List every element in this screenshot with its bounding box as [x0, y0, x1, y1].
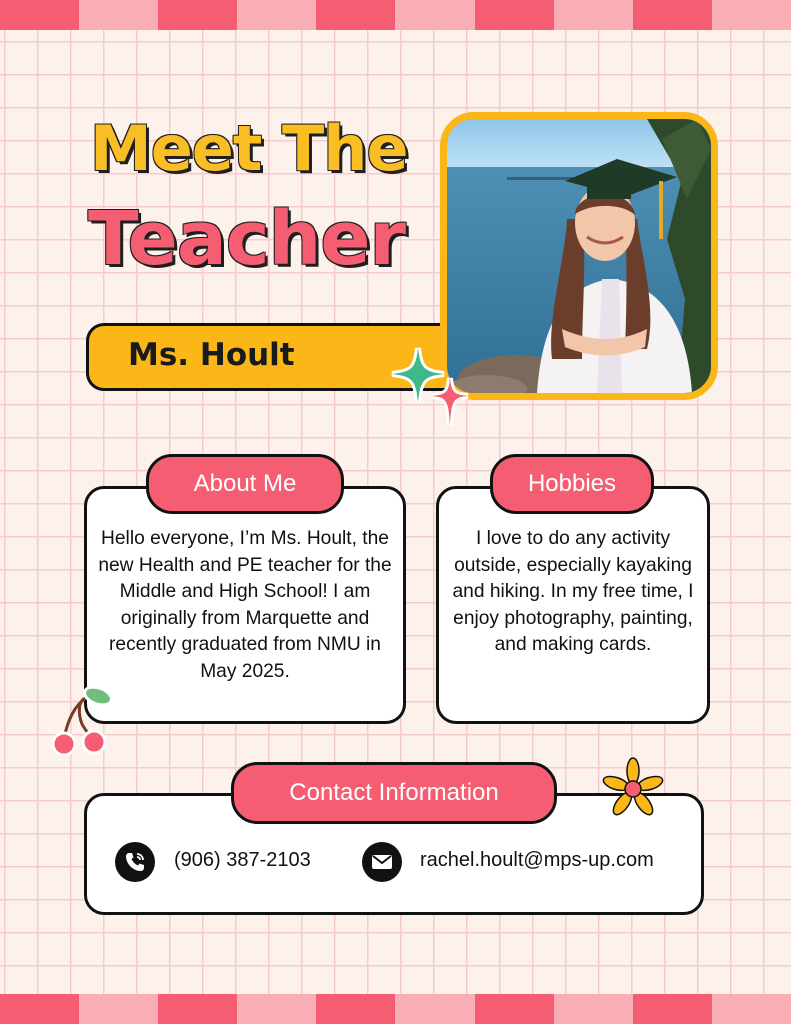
title-line-meet-the: Meet The: [90, 112, 408, 185]
email-icon: [362, 842, 402, 882]
contact-heading: Contact Information: [231, 762, 557, 824]
cherry-icon: [48, 684, 118, 758]
teacher-name: Ms. Hoult: [128, 337, 295, 373]
flower-icon: [600, 756, 666, 822]
top-stripe-border: [0, 0, 791, 30]
bottom-stripe-border: [0, 994, 791, 1024]
hobbies-text: I love to do any activity outside, especially kayaking and hiking. In my free time, I enjoy photography, painting, and making cards.: [452, 528, 694, 655]
title-line-teacher: Teacher: [88, 196, 406, 282]
about-me-heading: About Me: [146, 454, 344, 514]
phone-icon: [115, 842, 155, 882]
email-address[interactable]: rachel.hoult@mps-up.com: [420, 849, 654, 871]
teacher-photo-illustration: [447, 119, 711, 393]
about-me-text: Hello everyone, I’m Ms. Hoult, the new Health and PE teacher for the Middle and High School! I am originally from Marquette and recently graduated from NMU in May 2025.: [98, 528, 392, 682]
hobbies-heading: Hobbies: [490, 454, 654, 514]
phone-number[interactable]: (906) 387-2103: [174, 849, 311, 871]
sparkle-stars-icon: [388, 344, 472, 430]
teacher-photo: [440, 112, 718, 400]
